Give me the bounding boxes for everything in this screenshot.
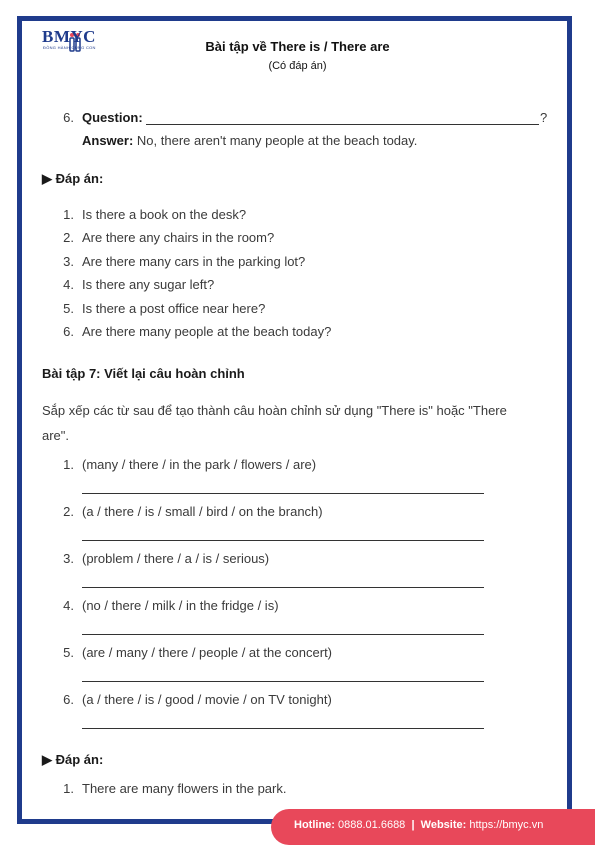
q6-answer	[82, 133, 417, 148]
exercise-answer-line[interactable]	[82, 540, 484, 541]
answer-text: Is there any sugar left?	[82, 277, 215, 292]
exercise-answer-line[interactable]	[82, 493, 484, 494]
footer-contact	[294, 819, 543, 831]
footer-separator: |	[411, 819, 415, 831]
exercise7-title: Bài tập 7: Viết lại câu hoàn chỉnh	[42, 366, 245, 381]
exercise-words: (many / there / in the park / flowers / are)	[82, 457, 317, 472]
exercise-answer-line[interactable]	[82, 728, 484, 729]
answer-number: 4.	[63, 277, 74, 292]
answer-text: Is there a book on the desk?	[82, 207, 247, 222]
answer-number: 3.	[63, 254, 74, 269]
q6-question-end: ?	[540, 110, 548, 125]
exercise-words: (no / there / milk / in the fridge / is)	[82, 598, 279, 613]
answer-text: Is there a post office near here?	[82, 301, 266, 316]
q6-answer-text: No, there aren't many people at the beach today.	[136, 133, 418, 148]
page-subtitle: (Có đáp án)	[268, 60, 327, 72]
hotline-number[interactable]: 0888.01.6688	[338, 819, 406, 831]
exercise-answer-line[interactable]	[82, 587, 484, 588]
answers-heading: ▶ Đáp án:	[42, 752, 104, 767]
website-label: Website:	[420, 819, 467, 831]
exercise-words: (are / many / there / people / at the concert)	[82, 645, 333, 660]
exercise-number: 5.	[63, 645, 74, 660]
brand-name: BMYC	[42, 27, 96, 46]
hotline-label: Hotline:	[294, 819, 335, 831]
exercise-answer-line[interactable]	[82, 681, 484, 682]
website-link[interactable]: https://bmyc.vn	[469, 819, 544, 831]
q6-answer-label: Answer:	[82, 133, 134, 148]
q6-answer-line[interactable]	[146, 124, 539, 125]
exercise-number: 3.	[63, 551, 74, 566]
answer-text: There are many flowers in the park.	[82, 781, 287, 796]
exercise-answer-line[interactable]	[82, 634, 484, 635]
exercise-number: 2.	[63, 504, 74, 519]
answer-number: 5.	[63, 301, 74, 316]
answers-heading: ▶ Đáp án:	[42, 171, 104, 186]
exercise-number: 6.	[63, 692, 74, 707]
answer-text: Are there any chairs in the room?	[82, 230, 275, 245]
answer-number: 2.	[63, 230, 74, 245]
exercise-words: (a / there / is / small / bird / on the branch)	[82, 504, 323, 519]
exercise-number: 4.	[63, 598, 74, 613]
q6-question-label: Question:	[82, 110, 143, 125]
page-title: Bài tập về There is / There are	[205, 39, 390, 54]
brand-tagline: ĐỒNG HÀNH CÙNG CON	[43, 45, 96, 50]
q6-number: 6.	[63, 110, 74, 125]
exercise7-instruction-line2: are".	[42, 428, 70, 443]
answer-number: 1.	[63, 207, 74, 222]
answer-text: Are there many people at the beach today?	[82, 324, 332, 339]
exercise7-instruction-line1: Sắp xếp các từ sau để tạo thành câu hoàn chỉnh sử dụng "There is" hoặc "There	[42, 403, 507, 418]
exercise-number: 1.	[63, 457, 74, 472]
exercise-words: (a / there / is / good / movie / on TV tonight)	[82, 692, 332, 707]
exercise-words: (problem / there / a / is / serious)	[82, 551, 270, 566]
answer-number: 1.	[63, 781, 74, 796]
answer-number: 6.	[63, 324, 74, 339]
answer-text: Are there many cars in the parking lot?	[82, 254, 306, 269]
